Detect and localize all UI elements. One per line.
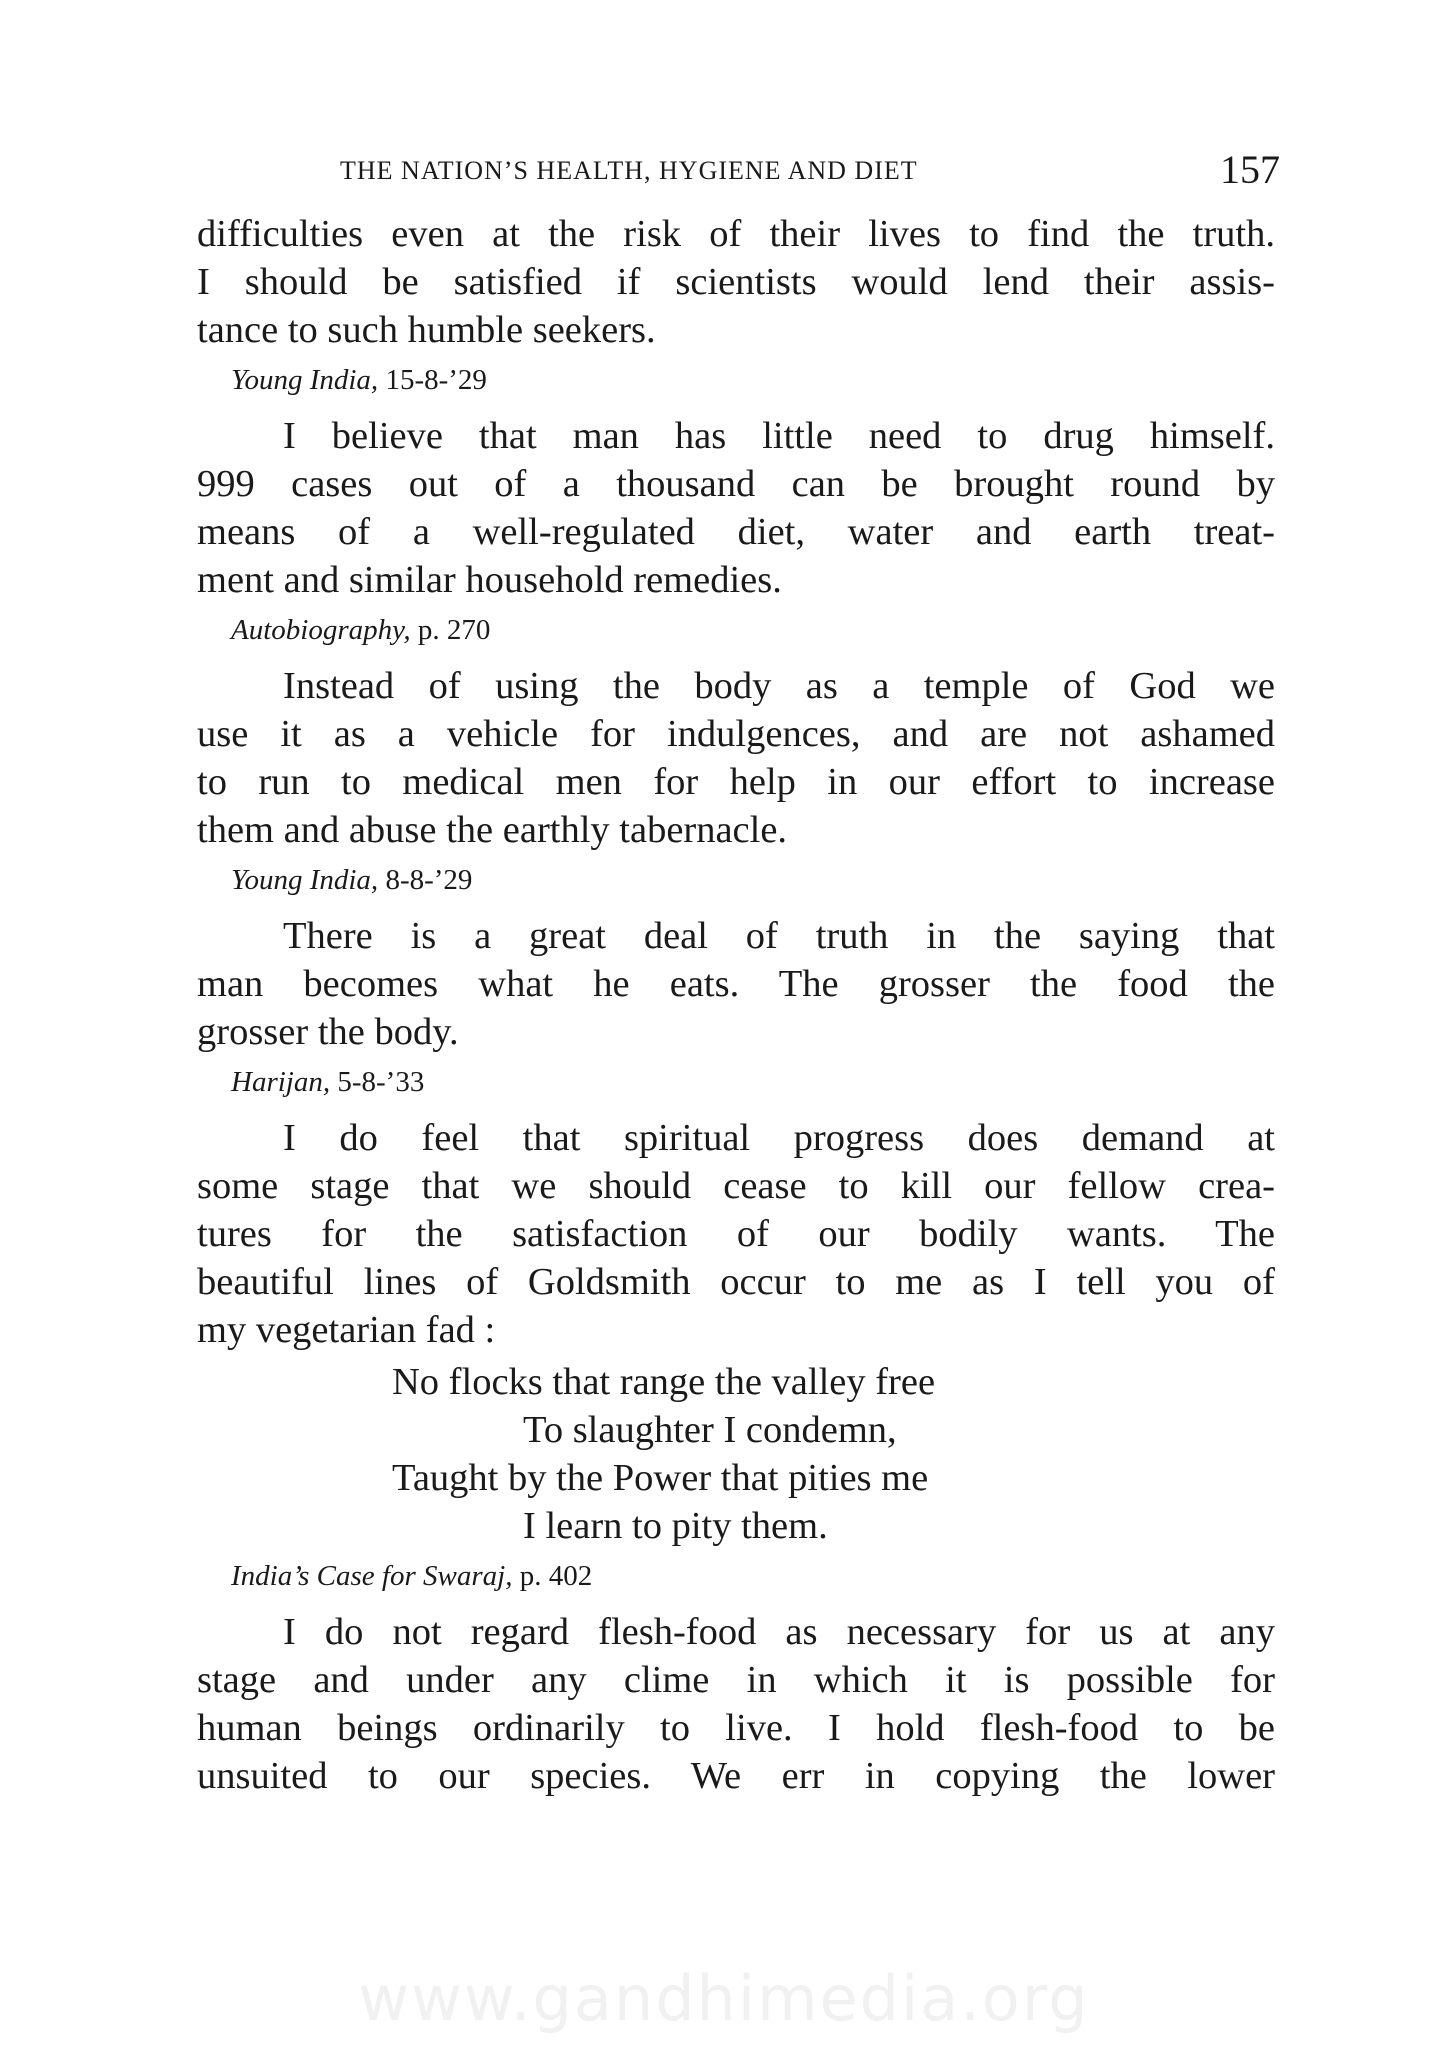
paragraph-1 <box>197 210 1275 354</box>
source-title: Young India, <box>231 864 379 896</box>
text-line: my vegetarian fad : <box>197 1309 496 1351</box>
poem-quote <box>197 1358 1275 1550</box>
poem-line: To slaughter I condemn, <box>523 1409 897 1451</box>
page-number: 157 <box>1220 147 1280 192</box>
text-line: I do feel that spiritual progress does demand at <box>283 1117 1275 1159</box>
text-line: some stage that we should cease to kill our fellow crea- <box>197 1165 1275 1207</box>
text-line: tures for the satisfaction of our bodily wants. The <box>197 1213 1275 1255</box>
text-line: means of a well-regulated diet, water and earth treat- <box>197 511 1275 553</box>
source-ref: 5-8-’33 <box>337 1066 425 1098</box>
text-line: 999 cases out of a thousand can be brought round by <box>197 463 1275 505</box>
source-ref: 15-8-’29 <box>385 364 487 396</box>
source-title: India’s Case for Swaraj, <box>231 1560 513 1592</box>
paragraph-5 <box>197 1114 1275 1354</box>
running-header <box>340 146 1300 196</box>
text-line: Instead of using the body as a temple of God we <box>283 665 1275 707</box>
source-ref: p. 270 <box>417 614 491 646</box>
running-title: THE NATION’S HEALTH, HYGIENE AND DIET <box>340 156 918 185</box>
text-line: There is a great deal of truth in the saying that <box>283 915 1275 957</box>
text-line: to run to medical men for help in our effort to increase <box>197 761 1275 803</box>
source-title: Harijan, <box>231 1066 331 1098</box>
source-citation-1 <box>231 360 1275 400</box>
paragraph-6 <box>197 1608 1275 1800</box>
text-line: I do not regard flesh-food as necessary for us at any <box>283 1611 1275 1653</box>
source-citation-5 <box>231 1556 1275 1596</box>
paragraph-4 <box>197 912 1275 1056</box>
text-line: man becomes what he eats. The grosser the food the <box>197 963 1275 1005</box>
poem-line: Taught by the Power that pities me <box>392 1457 929 1499</box>
source-title: Young India, <box>231 364 379 396</box>
text-line: use it as a vehicle for indulgences, and are not ashamed <box>197 713 1275 755</box>
text-line: human beings ordinarily to live. I hold flesh-food to be <box>197 1707 1275 1749</box>
text-line: I believe that man has little need to drug himself. <box>283 415 1275 457</box>
watermark: www.gandhimedia.org <box>358 1962 1090 2035</box>
source-citation-2 <box>231 610 1275 650</box>
text-line: stage and under any clime in which it is possible for <box>197 1659 1275 1701</box>
text-line: beautiful lines of Goldsmith occur to me as I tell you of <box>197 1261 1275 1303</box>
text-line: them and abuse the earthly tabernacle. <box>197 809 788 851</box>
source-citation-3 <box>231 860 1275 900</box>
text-line: tance to such humble seekers. <box>197 309 656 351</box>
body-text <box>197 210 1275 1800</box>
text-line: difficulties even at the risk of their lives to find the truth. <box>197 213 1275 255</box>
source-title: Autobiography, <box>231 614 411 646</box>
text-line: grosser the body. <box>197 1011 459 1053</box>
text-line: ment and similar household remedies. <box>197 559 782 601</box>
source-ref: 8-8-’29 <box>385 864 473 896</box>
text-line: unsuited to our species. We err in copying the lower <box>197 1755 1275 1797</box>
paragraph-2 <box>197 412 1275 604</box>
paragraph-3 <box>197 662 1275 854</box>
source-citation-4 <box>231 1062 1275 1102</box>
poem-line: No flocks that range the valley free <box>392 1361 936 1403</box>
poem-line: I learn to pity them. <box>523 1505 828 1547</box>
source-ref: p. 402 <box>519 1560 593 1592</box>
text-line: I should be satisfied if scientists would lend their assis- <box>197 261 1275 303</box>
